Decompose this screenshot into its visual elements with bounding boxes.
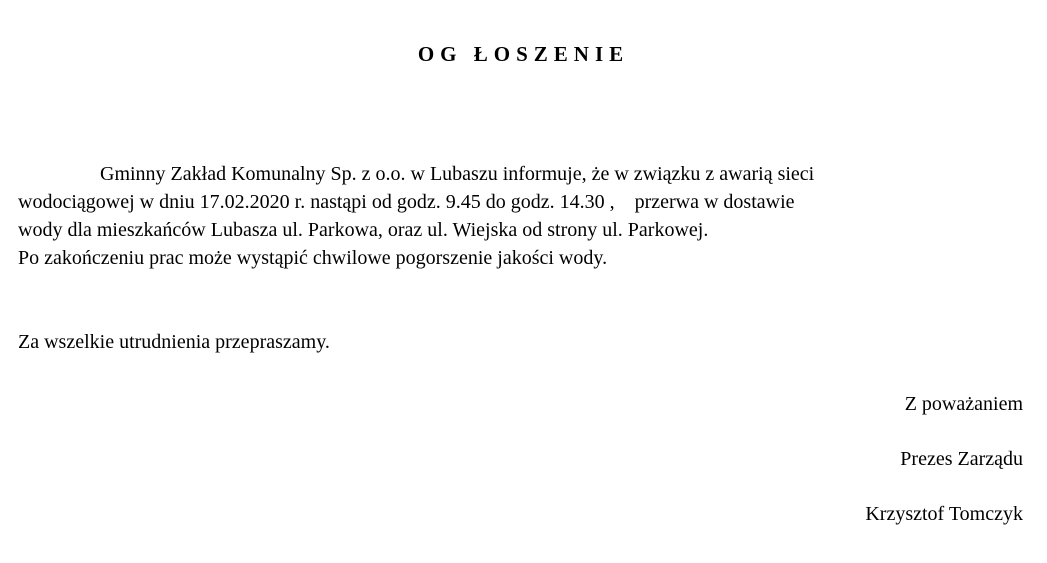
signature-role: Prezes Zarządu — [900, 448, 1023, 470]
paragraph-line-1: Gminny Zakład Komunalny Sp. z o.o. w Lubaszu informuje, że w związku z awarią sieci — [100, 163, 815, 185]
closing-line: Za wszelkie utrudnienia przepraszamy. — [18, 331, 330, 353]
document-title: OG ŁOSZENIE — [417, 42, 630, 66]
signature-name: Krzysztof Tomczyk — [865, 503, 1023, 525]
paragraph-line-4: Po zakończeniu prac może wystąpić chwilowe pogorszenie jakości wody. — [18, 247, 608, 269]
signature-block — [0, 390, 1023, 528]
signature-salutation: Z poważaniem — [904, 393, 1023, 415]
body-paragraph — [18, 160, 1023, 272]
paragraph-line-2: wodociągowej w dniu 17.02.2020 r. nastąpi od godz. 9.45 do godz. 14.30 , przerwa w dostawie — [18, 191, 795, 213]
paragraph-line-3: wody dla mieszkańców Lubasza ul. Parkowa, oraz ul. Wiejska od strony ul. Parkowej. — [18, 219, 709, 241]
